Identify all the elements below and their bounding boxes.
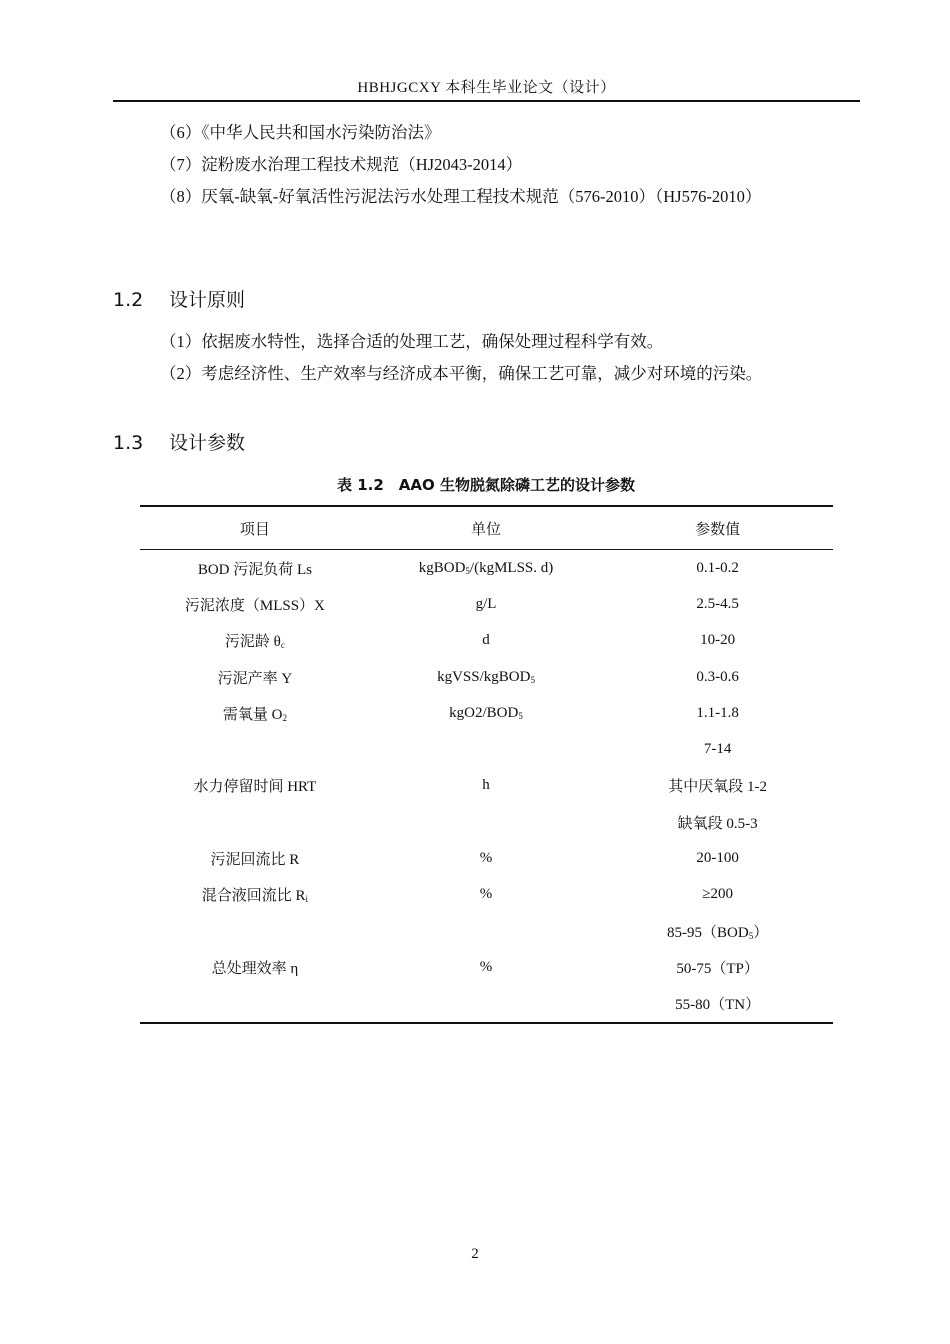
unit-text: kgO2/BOD (449, 704, 519, 721)
unit-tail: /(kgMLSS. d) (469, 559, 554, 576)
unit-text: kgBOD (418, 559, 466, 576)
unit-cell (370, 659, 602, 695)
unit-subscript: 5 (465, 565, 470, 576)
reference-8: （8）厌氧-缺氧-好氧活性污泥法污水处理工程技术规范（576-2010）（HJ576-2010） (160, 187, 762, 206)
item-cell: BOD 污泥负荷 Ls (197, 561, 312, 578)
unit-cell: % (370, 913, 602, 1023)
unit-cell: % (479, 886, 493, 903)
item-cell (140, 877, 370, 913)
item-text: 需氧量 O (222, 706, 283, 723)
unit-cell: % (479, 850, 493, 867)
value-tail: ） (753, 924, 769, 941)
value-cell: 2.5-4.5 (696, 595, 739, 612)
unit-text: kgVSS/kgBOD (437, 668, 531, 685)
value-cell: 50-75（TP） (676, 960, 759, 977)
value-cell: 缺氧段 0.5-3 (677, 815, 758, 832)
table-row (140, 695, 833, 731)
table-row (140, 623, 833, 659)
item-subscript: 2 (282, 712, 287, 723)
table-row (140, 731, 833, 767)
principle-2: （2）考虑经济性、生产效率与经济成本平衡，确保工艺可靠，减少对环境的污染。 (160, 364, 763, 383)
item-cell: 污泥浓度（MLSS）X (184, 597, 325, 614)
item-subscript: i (305, 894, 309, 905)
value-cell: 其中厌氧段 1-2 (668, 779, 767, 796)
table-row (140, 913, 833, 949)
section-heading-1-3 (113, 428, 245, 455)
design-parameters-table (140, 505, 833, 1024)
item-text: 污泥龄 θ (224, 634, 281, 651)
table-row (140, 659, 833, 695)
item-cell (140, 695, 370, 731)
value-cell: 55-80（TN） (602, 986, 833, 1023)
unit-subscript: 5 (530, 674, 535, 685)
item-cell: 污泥产率 Y (217, 670, 293, 687)
value-cell: 0.1-0.2 (696, 559, 739, 576)
page-number: 2 (471, 1246, 479, 1262)
item-cell: 总处理效率 η (140, 913, 370, 1023)
unit-cell: g/L (475, 595, 497, 612)
unit-subscript: 5 (518, 710, 523, 721)
value-cell: 1.1-1.8 (696, 704, 739, 721)
item-cell (140, 623, 370, 659)
running-header: HBHJGCXY 本科生毕业论文（设计） (357, 80, 616, 96)
unit-cell (370, 550, 602, 587)
value-subscript: 5 (748, 930, 754, 941)
table-header-row (140, 506, 833, 550)
unit-cell (370, 695, 602, 731)
header-unit: 单位 (370, 506, 602, 550)
header-rule (113, 100, 860, 102)
header-value: 参数值 (602, 506, 833, 550)
item-cell: 污泥回流比 R (210, 852, 300, 869)
value-text: 85-95（BOD (667, 924, 749, 941)
table-row (140, 840, 833, 876)
section-title: 设计参数 (169, 432, 246, 454)
table-row (140, 877, 833, 913)
value-cell: 0.3-0.6 (696, 668, 739, 685)
section-number: 1.2 (113, 289, 144, 311)
value-cell (602, 913, 833, 949)
item-text: 混合液回流比 R (201, 888, 306, 905)
value-cell: 10-20 (700, 632, 736, 649)
section-title: 设计原则 (169, 289, 246, 311)
value-cell: ≥200 (702, 886, 733, 903)
table-row (140, 586, 833, 622)
reference-7: （7）淀粉废水治理工程技术规范（HJ2043-2014） (160, 155, 523, 174)
value-cell: 7-14 (703, 741, 732, 758)
reference-6: （6）《中华人民共和国水污染防治法》 (160, 123, 441, 142)
item-cell: 水力停留时间 HRT (193, 779, 317, 796)
unit-cell: d (482, 632, 490, 649)
header-item: 项目 (140, 506, 370, 550)
principle-1: （1）依据废水特性，选择合适的处理工艺，确保处理过程科学有效。 (160, 332, 664, 351)
section-heading-1-2 (113, 285, 245, 312)
section-number: 1.3 (113, 432, 144, 454)
value-cell: 20-100 (696, 850, 739, 867)
item-subscript: c (280, 640, 285, 651)
table-caption: 表 1.2 AAO 生物脱氮除磷工艺的设计参数 (337, 476, 635, 494)
table-row (140, 550, 833, 587)
unit-cell: h (482, 777, 490, 794)
